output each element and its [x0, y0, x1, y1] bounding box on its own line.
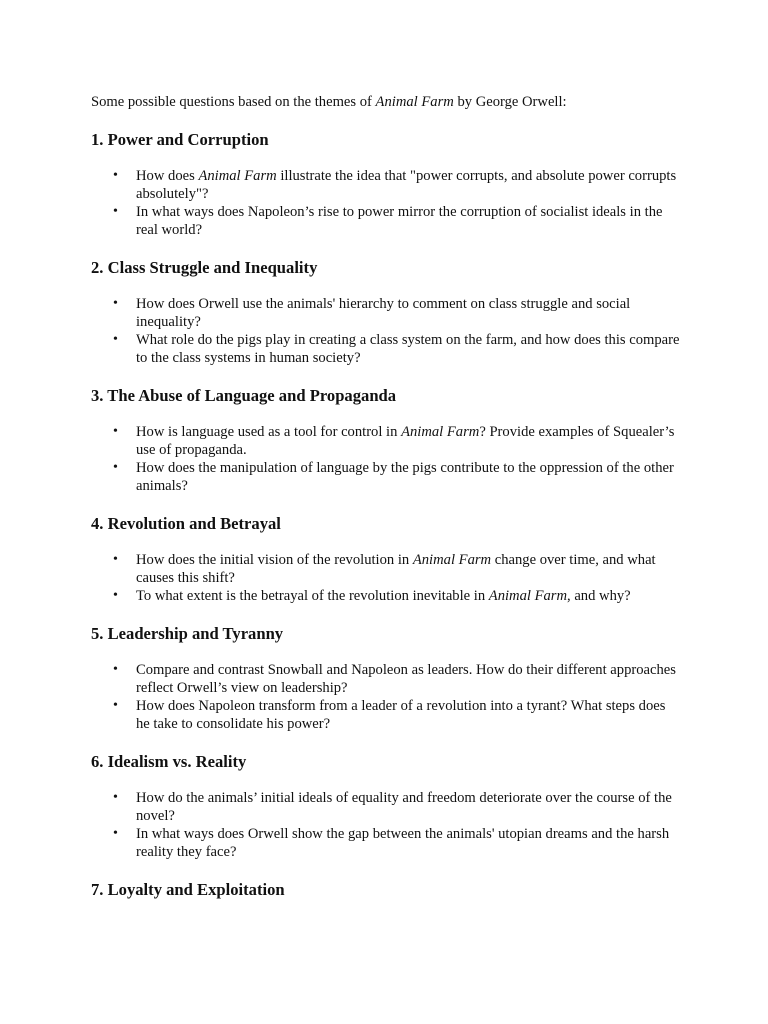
bullet-icon: • [113, 168, 118, 183]
intro-text-end: by George Orwell: [453, 94, 567, 110]
intro-paragraph [91, 93, 691, 111]
section-7 [91, 880, 691, 900]
section-5 [91, 624, 691, 733]
list-item: • In what ways does Orwell show the gap between the animals' utopian dreams and the harsh reality they face? [113, 826, 670, 860]
list-item: • How is language used as a tool for control in Animal Farm? Provide examples of Squealer’s use of propaganda. [113, 424, 675, 458]
list-item: • How does Orwell use the animals' hierarchy to comment on class struggle and social inequality? [113, 296, 631, 330]
document-page [91, 93, 691, 900]
bullet-icon: • [113, 826, 118, 841]
bullet-icon: • [113, 460, 118, 475]
question-list [91, 423, 691, 495]
list-item: • Compare and contrast Snowball and Napoleon as leaders. How do their different approaches reflect Orwell’s view on leadership? [113, 662, 676, 696]
question-list [91, 295, 691, 367]
question-list [91, 661, 691, 733]
bullet-icon: • [113, 662, 118, 677]
section-heading: 5. Leadership and Tyranny [91, 624, 284, 643]
list-item: • To what extent is the betrayal of the revolution inevitable in Animal Farm, and why? [113, 588, 631, 604]
bullet-icon: • [113, 424, 118, 439]
intro-book-title: Animal Farm [375, 94, 454, 110]
bullet-icon: • [113, 296, 118, 311]
list-item: • What role do the pigs play in creating a class system on the farm, and how does this compare to the class systems in human society? [113, 332, 680, 366]
list-item: • In what ways does Napoleon’s rise to power mirror the corruption of socialist ideals in the real world? [113, 204, 663, 238]
bullet-icon: • [113, 332, 118, 347]
list-item: • How does the initial vision of the revolution in Animal Farm change over time, and what causes this shift? [113, 552, 656, 586]
section-4 [91, 514, 691, 605]
question-list [91, 167, 691, 239]
bullet-icon: • [113, 588, 118, 603]
section-3 [91, 386, 691, 495]
section-heading: 3. The Abuse of Language and Propaganda [91, 386, 397, 405]
section-heading: 2. Class Struggle and Inequality [91, 258, 318, 277]
list-item: • How do the animals’ initial ideals of equality and freedom deteriorate over the course of the novel? [113, 790, 672, 824]
bullet-icon: • [113, 204, 118, 219]
intro-text-start: Some possible questions based on the themes of [91, 94, 376, 110]
section-2 [91, 258, 691, 367]
section-6 [91, 752, 691, 861]
bullet-icon: • [113, 698, 118, 713]
list-item: • How does Napoleon transform from a leader of a revolution into a tyrant? What steps does he take to consolidate his power? [113, 698, 666, 732]
question-list [91, 789, 691, 861]
list-item: • How does Animal Farm illustrate the idea that "power corrupts, and absolute power corrupts absolutely"? [113, 168, 677, 202]
section-heading: 1. Power and Corruption [91, 130, 269, 149]
bullet-icon: • [113, 790, 118, 805]
bullet-icon: • [113, 552, 118, 567]
section-heading: 4. Revolution and Betrayal [91, 514, 281, 533]
list-item: • How does the manipulation of language by the pigs contribute to the oppression of the other animals? [113, 460, 674, 494]
question-list [91, 551, 691, 605]
section-heading: 7. Loyalty and Exploitation [91, 880, 285, 899]
section-1 [91, 130, 691, 239]
section-heading: 6. Idealism vs. Reality [91, 752, 247, 771]
